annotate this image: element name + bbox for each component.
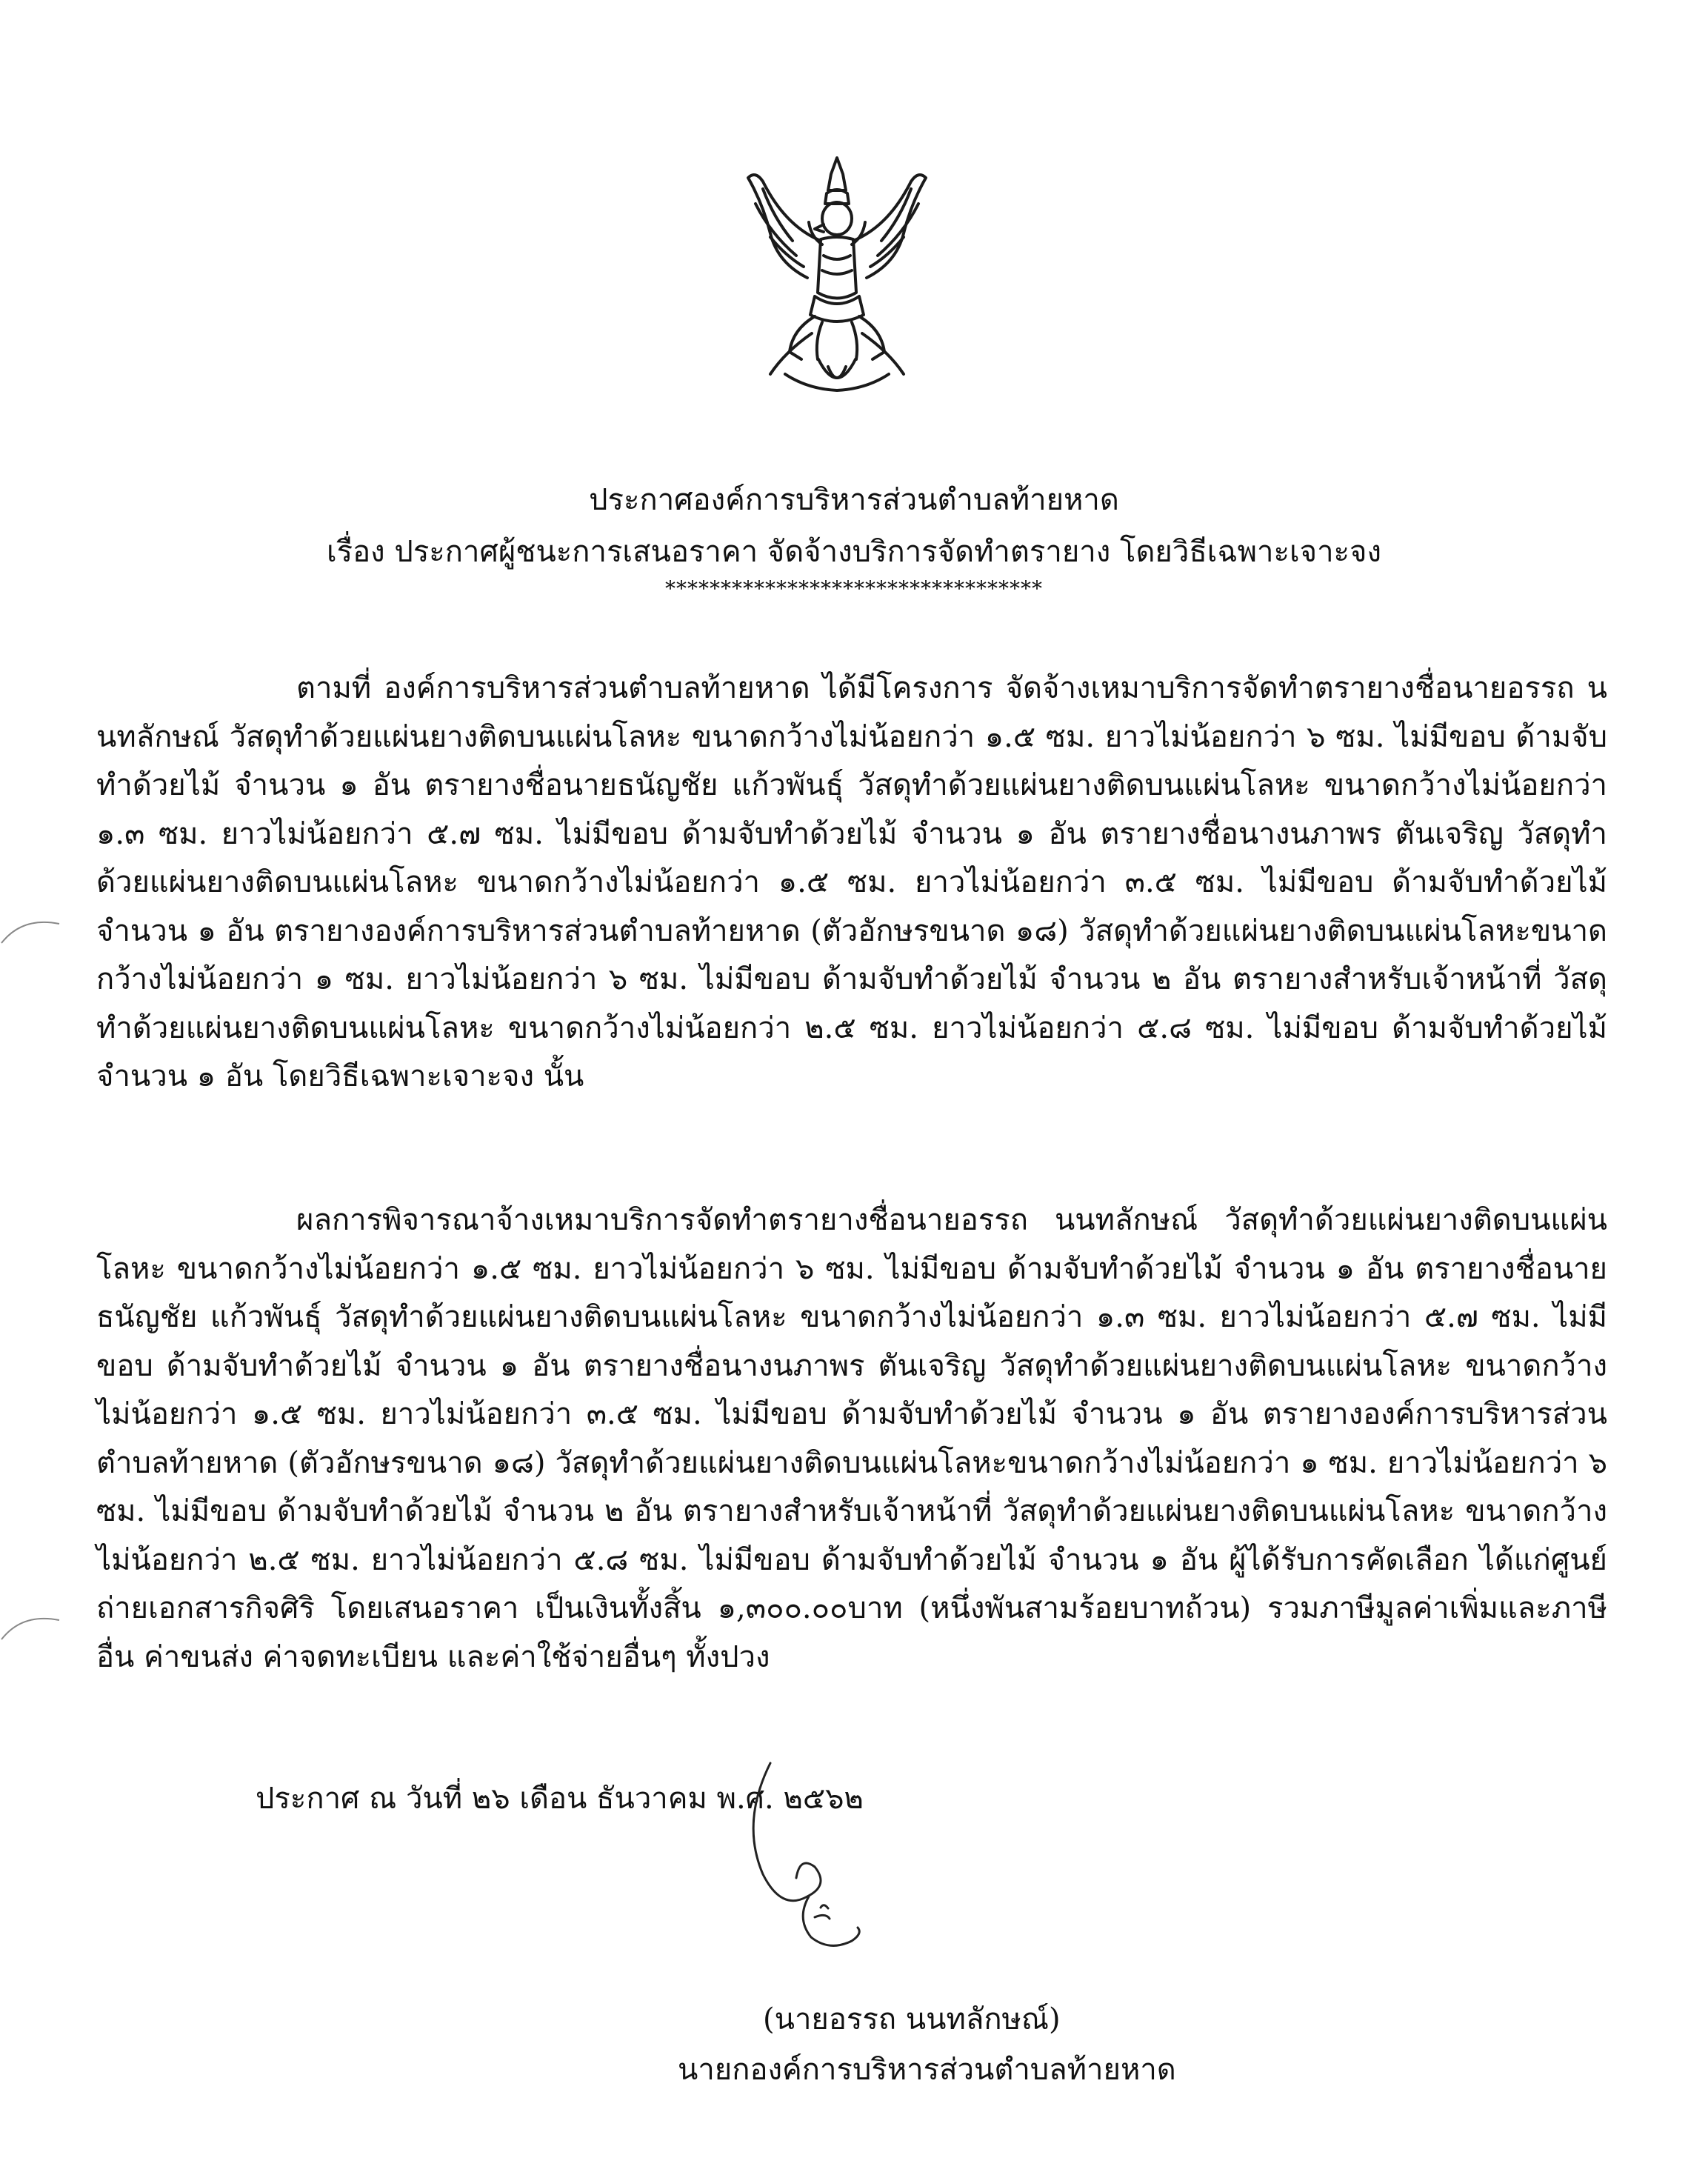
announcement-header	[163, 474, 1545, 600]
separator-line: **********************************	[665, 576, 1043, 601]
paragraph-award-result: ผลการพิจารณาจ้างเหมาบริการจัดทำตรายางชื่อนายอรรถ นนทลักษณ์ วัสดุทำด้วยแผ่นยางติดบนแผ่นโลหะ ขนาดกว้างไม่น้อยกว่า ๑.๕ ซม. ยาวไม่น้อยกว่า ๖ ซม. ไม่มีขอบ ด้ามจับทำด้วยไม้ จำนวน ๑ อัน ตรายางชื่อนายธนัญชัย แก้วพันธุ์ วัสดุทำด้วยแผ่นยางติดบนแผ่นโลหะ ขนาดกว้างไม่น้อยกว่า ๑.๓ ซม. ยาวไม่น้อยกว่า ๕.๗ ซม. ไม่มีขอบ ด้ามจับทำด้วยไม้ จำนวน ๑ อัน ตรายางชื่อนางนภาพร ตันเจริญ วัสดุทำด้วยแผ่นยางติดบนแผ่นโลหะ ขนาดกว้างไม่น้อยกว่า ๑.๕ ซม. ยาวไม่น้อยกว่า ๓.๕ ซม. ไม่มีขอบ ด้ามจับทำด้วยไม้ จำนวน ๑ อัน ตรายางองค์การบริหารส่วนตำบลท้ายหาด (ตัวอักษรขนาด ๑๘) วัสดุทำด้วยแผ่นยางติดบนแผ่นโลหะขนาดกว้างไม่น้อยกว่า ๑ ซม. ยาวไม่น้อยกว่า ๖ ซม. ไม่มีขอบ ด้ามจับทำด้วยไม้ จำนวน ๒ อัน ตรายางสำหรับเจ้าหน้าที่ วัสดุทำด้วยแผ่นยางติดบนแผ่นโลหะ ขนาดกว้างไม่น้อยกว่า ๒.๕ ซม. ยาวไม่น้อยกว่า ๕.๘ ซม. ไม่มีขอบ ด้ามจับทำด้วยไม้ จำนวน ๑ อัน ผู้ได้รับการคัดเลือก ได้แก่ศูนย์ถ่ายเอกสารกิจศิริ โดยเสนอราคา เป็นเงินทั้งสิ้น ๑,๓๐๐.๐๐บาท (หนึ่งพันสามร้อยบาทถ้วน) รวมภาษีมูลค่าเพิ่มและภาษีอื่น ค่าขนส่ง ค่าจดทะเบียน และค่าใช้จ่ายอื่นๆ ทั้งปวง	[96, 1203, 1608, 1674]
scan-edge-mark	[0, 915, 67, 945]
signer-position: นายกองค์การบริหารส่วนตำบลท้ายหาด	[678, 2053, 1176, 2087]
announcement-title: ประกาศองค์การบริหารส่วนตำบลท้ายหาด	[589, 483, 1119, 517]
scan-edge-mark	[0, 1611, 67, 1641]
announcement-subject: เรื่อง ประกาศผู้ชนะการเสนอราคา จัดจ้างบริการจัดทำตรายาง โดยวิธีเฉพาะเจาะจง	[327, 535, 1381, 569]
signature-scribble	[726, 1756, 911, 1963]
announcement-date: ประกาศ ณ วันที่ ๒๖ เดือน ธันวาคม พ.ศ. ๒๕๖๒	[256, 1782, 864, 1816]
signer-name: (นายอรรถ นนทลักษณ์)	[763, 2002, 1061, 2036]
paragraph-project-description: ตามที่ องค์การบริหารส่วนตำบลท้ายหาด ได้มีโครงการ จัดจ้างเหมาบริการจัดทำตรายางชื่อนายอรรถ นนทลักษณ์ วัสดุทำด้วยแผ่นยางติดบนแผ่นโลหะ ขนาดกว้างไม่น้อยกว่า ๑.๕ ซม. ยาวไม่น้อยกว่า ๖ ซม. ไม่มีขอบ ด้ามจับทำด้วยไม้ จำนวน ๑ อัน ตรายางชื่อนายธนัญชัย แก้วพันธุ์ วัสดุทำด้วยแผ่นยางติดบนแผ่นโลหะ ขนาดกว้างไม่น้อยกว่า ๑.๓ ซม. ยาวไม่น้อยกว่า ๕.๗ ซม. ไม่มีขอบ ด้ามจับทำด้วยไม้ จำนวน ๑ อัน ตรายางชื่อนางนภาพร ตันเจริญ วัสดุทำด้วยแผ่นยางติดบนแผ่นโลหะ ขนาดกว้างไม่น้อยกว่า ๑.๕ ซม. ยาวไม่น้อยกว่า ๓.๕ ซม. ไม่มีขอบ ด้ามจับทำด้วยไม้ จำนวน ๑ อัน ตรายางองค์การบริหารส่วนตำบลท้ายหาด (ตัวอักษรขนาด ๑๘) วัสดุทำด้วยแผ่นยางติดบนแผ่นโลหะขนาดกว้างไม่น้อยกว่า ๑ ซม. ยาวไม่น้อยกว่า ๖ ซม. ไม่มีขอบ ด้ามจับทำด้วยไม้ จำนวน ๒ อัน ตรายางสำหรับเจ้าหน้าที่ วัสดุทำด้วยแผ่นยางติดบนแผ่นโลหะ ขนาดกว้างไม่น้อยกว่า ๒.๕ ซม. ยาวไม่น้อยกว่า ๕.๘ ซม. ไม่มีขอบ ด้ามจับทำด้วยไม้ จำนวน ๑ อัน โดยวิธีเฉพาะเจาะจง นั้น	[96, 671, 1607, 1093]
garuda-emblem-icon	[741, 152, 933, 404]
